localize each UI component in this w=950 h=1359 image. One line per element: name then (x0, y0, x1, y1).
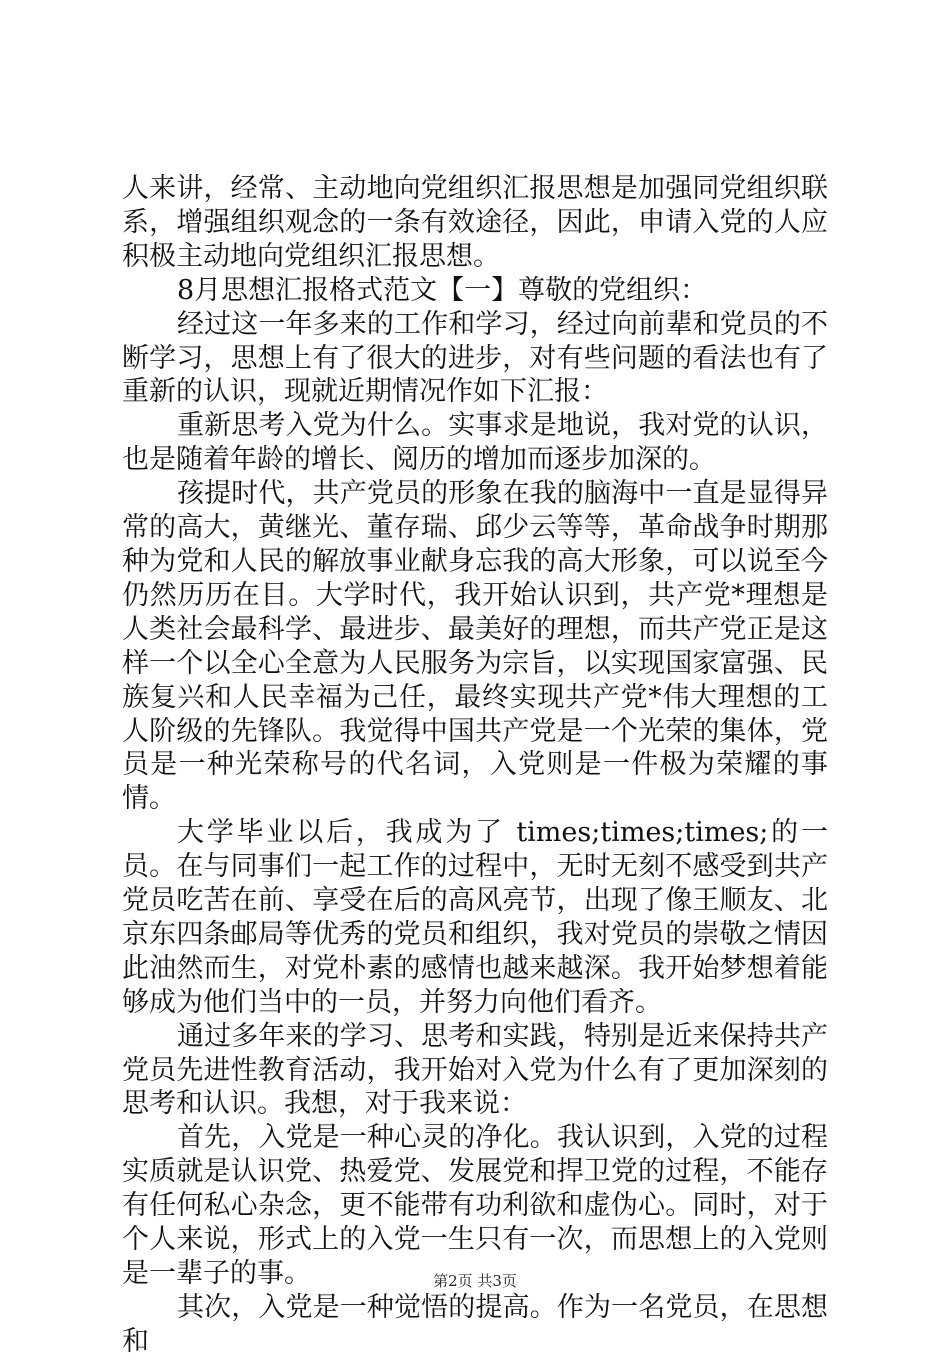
paragraph-5: 孩提时代，共产党员的形象在我的脑海中一直是显得异常的高大，黄继光、董存瑞、邱少云等等，革命战争时期那种为党和人民的解放事业献身忘我的高大形象，可以说至今仍然历历在目。大学时代，我开始认识到，共产党*理想是人类社会最科学、最进步、最美好的理想，而共产党正是这样一个以全心全意为人民服务为宗旨，以实现国家富强、民族复兴和人民幸福为己任，最终实现共产党*伟大理想的工人阶级的先锋队。我觉得中国共产党是一个光荣的集体，党员是一种光荣称号的代名词，入党则是一件极为荣耀的事情。 (122, 478, 828, 815)
paragraph-1: 人来讲，经常、主动地向党组织汇报思想是加强同党组织联系，增强组织观念的一条有效途径，因此，申请入党的人应积极主动地向党组织汇报思想。 (122, 173, 828, 272)
paragraph-4: 重新思考入党为什么。实事求是地说，我对党的认识，也是随着年龄的增长、阅历的增加而逐步加深的。 (122, 410, 828, 476)
paragraph-8: 首先，入党是一种心灵的净化。我认识到，入党的过程实质就是认识党、热爱党、发展党和捍卫党的过程，不能存有任何私心杂念，更不能带有功利欲和虚伪心。同时，对于个人来说，形式上的入党一生只有一次，而思想上的入党则是一辈子的事。 (122, 1122, 828, 1289)
paragraph-7: 通过多年来的学习、思考和实践，特别是近来保持共产党员先进性教育活动，我开始对入党为什么有了更加深刻的思考和认识。我想，对于我来说： (122, 1020, 828, 1120)
paragraph-2-heading: 8月思想汇报格式范文【一】尊敬的党组织： (177, 274, 708, 306)
paragraph-9: 其次，入党是一种觉悟的提高。作为一名党员，在思想和 (122, 1291, 828, 1357)
paragraph-3: 经过这一年多来的工作和学习，经过向前辈和党员的不断学习，思想上有了很大的进步，对有些问题的看法也有了重新的认识，现就近期情况作如下汇报： (122, 308, 828, 408)
document-body (122, 172, 828, 1359)
page-number-footer: 第2页 共3页 (433, 1272, 517, 1290)
paragraph-6: 大学毕业以后，我成为了 times;times;times;的一员。在与同事们一起工作的过程中，无时无刻不感受到共产党员吃苦在前、享受在后的高风亮节，出现了像王顺友、北京东四条邮局等优秀的党员和组织，我对党员的崇敬之情因此油然而生，对党朴素的感情也越来越深。我开始梦想着能够成为他们当中的一员，并努力向他们看齐。 (122, 817, 828, 1018)
